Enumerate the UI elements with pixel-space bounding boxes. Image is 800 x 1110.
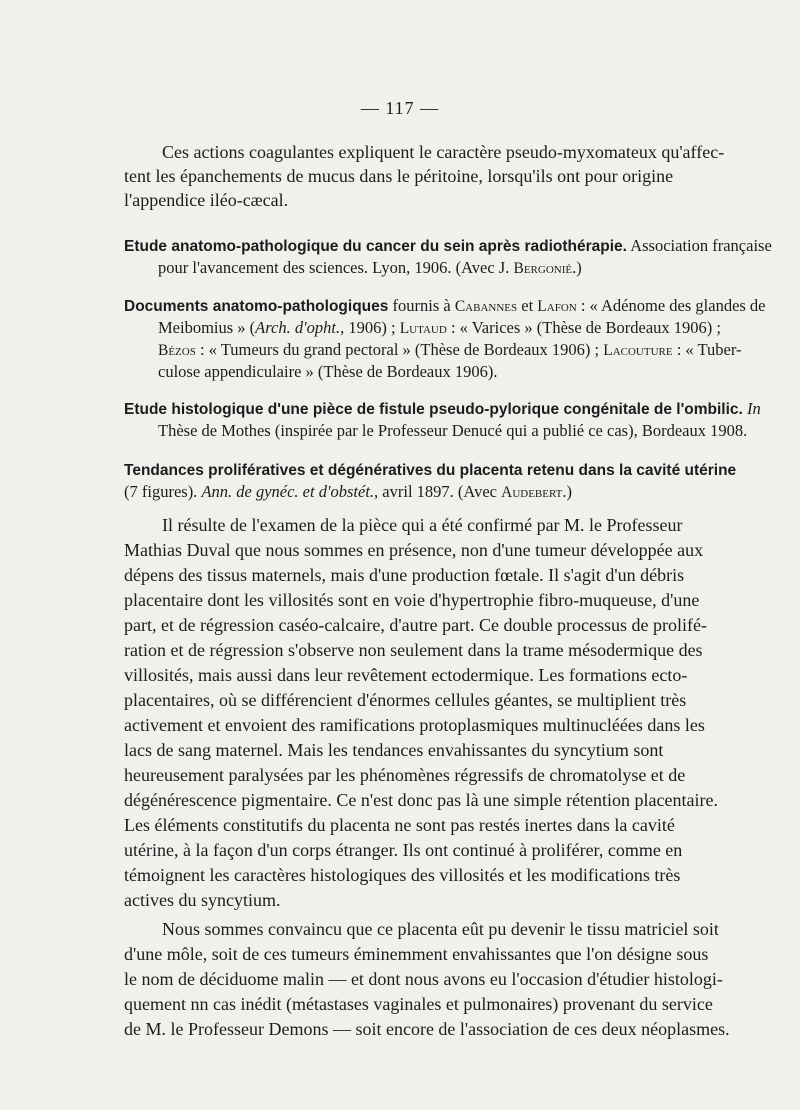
entry-2-line-2: Meibomius » (Arch. d'opht., 1906) ; Lutaud : « Varices » (Thèse de Bordeaux 1906) ; — [158, 318, 721, 337]
paragraph-line: placentaire dont les villosités sont en voie d'hypertrophie fibro-muqueuse, d'une — [124, 590, 700, 610]
author-name: Bergonié — [513, 260, 573, 277]
paragraph-line: placentaires, où se différencient d'énormes cellules géantes, se multiplient très — [124, 690, 687, 710]
entry-3: Etude histologique d'une pièce de fistule pseudo-pylorique congénitale de l'ombilic. In — [124, 399, 761, 418]
paragraph-line: le nom de déciduome malin — et dont nous avons eu l'occasion d'étudier histologi- — [124, 969, 723, 989]
entry-4-line-2: (7 figures). Ann. de gynéc. et d'obstét., avril 1897. (Avec Audebert.) — [124, 482, 573, 501]
page-number: — 117 — — [360, 98, 440, 118]
paragraph-line: lacs de sang maternel. Mais les tendances envahissantes du syncytium sont — [124, 740, 664, 760]
intro-line: tent les épanchements de mucus dans le péritoine, lorsqu'ils ont pour origine — [124, 166, 674, 186]
entry-2-line-3: Bézos : « Tumeurs du grand pectoral » (Thèse de Bordeaux 1906) ; Lacouture : « Tuber- — [158, 340, 742, 359]
paragraph-line: activement et envoient des ramifications protoplasmiques multinucléées dans les — [124, 715, 705, 735]
paragraph-line: Les éléments constitutifs du placenta ne sont pas restés inertes dans la cavité — [124, 815, 675, 835]
paragraph-line: ration et de régression s'observe non seulement dans la trame mésodermique des — [124, 640, 703, 660]
entry-1-line-2: pour l'avancement des sciences. Lyon, 1906. (Avec J. Bergonié.) — [158, 258, 582, 277]
paragraph-line: heureusement paralysées par les phénomènes régressifs de chromatolyse et de — [124, 765, 686, 785]
entry-1: Etude anatomo-pathologique du cancer du sein après radiothérapie. Association française — [124, 236, 772, 255]
paragraph-line: Nous sommes convaincu que ce placenta eût pu devenir le tissu matriciel soit — [162, 919, 719, 939]
paragraph-line: dégénérescence pigmentaire. Ce n'est donc pas là une simple rétention placentaire. — [124, 790, 718, 810]
intro-line: l'appendice iléo-cæcal. — [124, 190, 289, 210]
paragraph-line: quement nn cas inédit (métastases vaginales et pulmonaires) provenant du service — [124, 994, 713, 1014]
paragraph-line: Mathias Duval que nous sommes en présence, non d'une tumeur développée aux — [124, 540, 704, 560]
paragraph-line: actives du syncytium. — [124, 890, 281, 910]
paragraph-line: d'une môle, soit de ces tumeurs éminemment envahissantes que l'on désigne sous — [124, 944, 709, 964]
entry-title: Tendances prolifératives et dégénératives du placenta retenu dans la cavité utérine — [124, 462, 737, 479]
intro-line: Ces actions coagulantes expliquent le caractère pseudo-myxomateux qu'affec- — [162, 142, 725, 162]
paragraph-line: témoignent les caractères histologiques des villosités et les modifications très — [124, 865, 681, 885]
entry-title: Etude anatomo-pathologique du cancer du sein après radiothérapie. — [124, 238, 627, 255]
paragraph-line: villosités, mais aussi dans leur revêtement ectodermique. Les formations ecto- — [124, 665, 688, 685]
paragraph-line: dépens des tissus maternels, mais d'une production fœtale. Il s'agit d'un débris — [124, 565, 685, 585]
entry-3-line-2: Thèse de Mothes (inspirée par le Professeur Denucé qui a publié ce cas), Bordeaux 1908. — [158, 421, 748, 440]
paragraph-line: utérine, à la façon d'un corps étranger. Ils ont continué à proliférer, comme en — [124, 840, 683, 860]
entry-title: Etude histologique d'une pièce de fistule pseudo-pylorique congénitale de l'ombilic. — [124, 401, 743, 418]
entry-title: Documents anatomo-pathologiques — [124, 298, 389, 315]
paragraph-line: part, et de régression caséo-calcaire, d'autre part. Ce double processus de prolifé- — [124, 615, 707, 635]
paragraph-line: Il résulte de l'examen de la pièce qui a été confirmé par M. le Professeur — [162, 515, 683, 535]
entry-2: Documents anatomo-pathologiques fournis à Cabannes et Lafon : « Adénome des glandes de — [124, 296, 766, 315]
entry-2-line-4: culose appendiculaire » (Thèse de Bordeaux 1906). — [158, 362, 498, 381]
paragraph-line: de M. le Professeur Demons — soit encore de l'association de ces deux néoplasmes. — [124, 1019, 730, 1039]
